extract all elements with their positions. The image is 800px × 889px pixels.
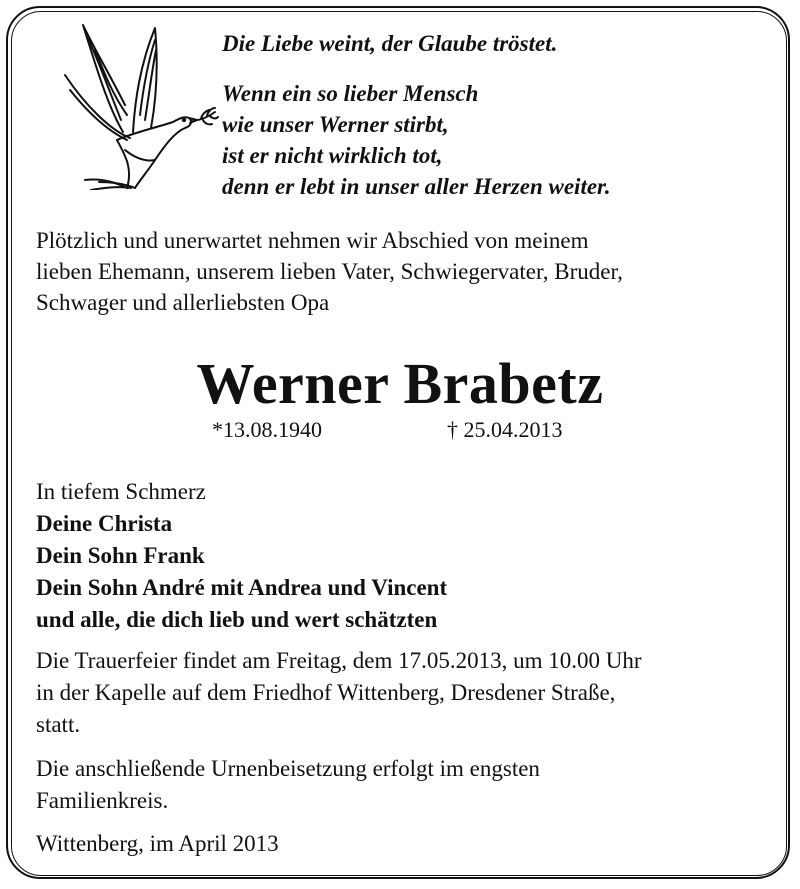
intro-line: lieben Ehemann, unserem lieben Vater, Schwiegervater, Bruder, bbox=[36, 259, 623, 284]
burial-line: Die anschließende Urnenbeisetzung erfolgt im engsten bbox=[36, 756, 540, 781]
ceremony-line: Die Trauerfeier findet am Freitag, dem 17.05.2013, um 10.00 Uhr bbox=[36, 648, 642, 673]
verse-line: wie unser Werner stirbt, bbox=[222, 112, 449, 137]
verse-line: denn er lebt in unser aller Herzen weiter. bbox=[222, 174, 611, 199]
motto bbox=[222, 28, 782, 202]
intro-line: Schwager und allerliebsten Opa bbox=[36, 290, 330, 315]
ceremony-line: statt. bbox=[36, 712, 81, 737]
mourner-name: Dein Sohn André mit Andrea und Vincent bbox=[36, 575, 448, 600]
intro-line: Plötzlich und unerwartet nehmen wir Abschied von meinem bbox=[36, 228, 589, 253]
mourner-name: Dein Sohn Frank bbox=[36, 543, 205, 568]
motto-line: Die Liebe weint, der Glaube tröstet. bbox=[222, 31, 558, 56]
dove-icon bbox=[55, 20, 220, 190]
burial-line: Familienkreis. bbox=[36, 788, 169, 813]
intro-text bbox=[36, 225, 776, 318]
verse-line: Wenn ein so lieber Mensch bbox=[222, 81, 479, 106]
death-date: † 25.04.2013 bbox=[447, 417, 563, 442]
birth-date: *13.08.1940 bbox=[212, 417, 322, 442]
ceremony-line: in der Kapelle auf dem Friedhof Wittenberg, Dresdener Straße, bbox=[36, 680, 616, 705]
mourners-intro: In tiefem Schmerz bbox=[36, 479, 206, 504]
ceremony-info bbox=[36, 645, 776, 741]
mourners bbox=[36, 476, 776, 636]
verse-line: ist er nicht wirklich tot, bbox=[222, 143, 443, 168]
deceased-name: Werner Brabetz bbox=[196, 351, 604, 416]
mourner-name: und alle, die dich lieb und wert schätzten bbox=[36, 607, 438, 632]
burial-info bbox=[36, 753, 776, 817]
mourner-name: Deine Christa bbox=[36, 511, 173, 536]
place-date: Wittenberg, im April 2013 bbox=[36, 831, 279, 856]
